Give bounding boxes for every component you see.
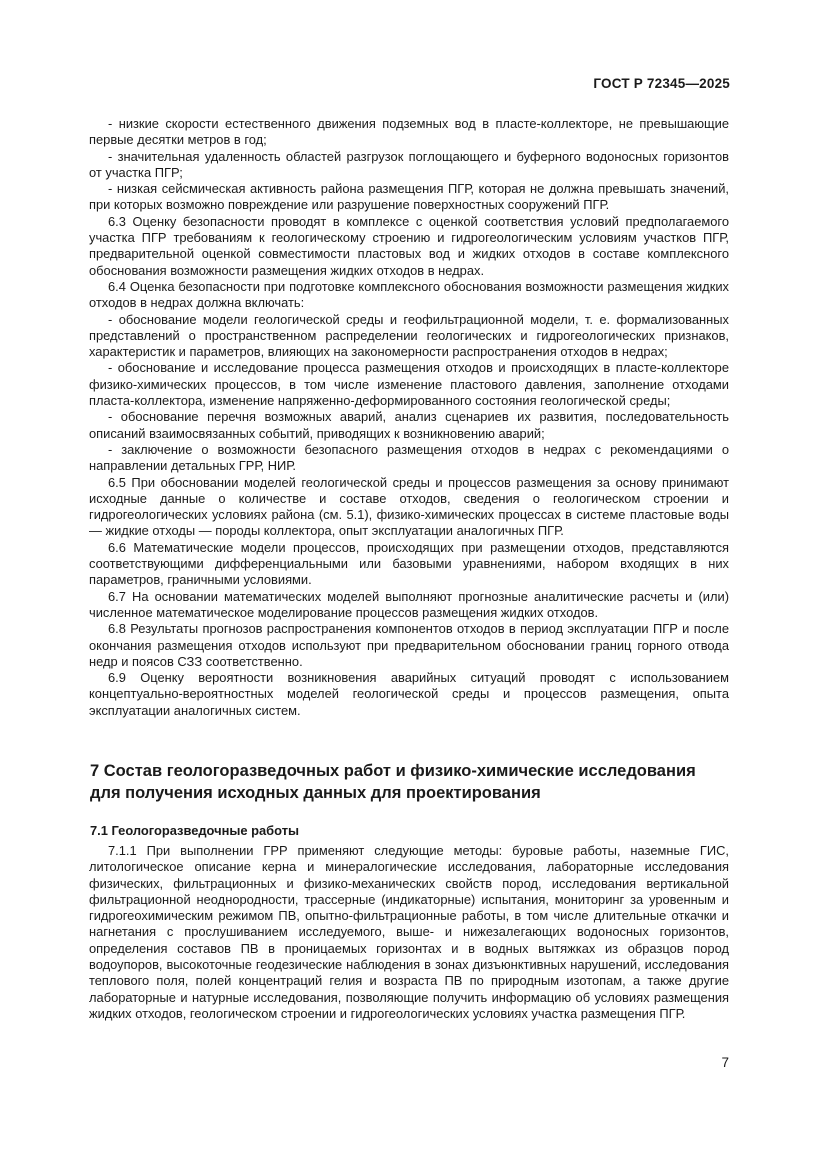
section-6-body (89, 116, 729, 719)
list-item: - низкая сейсмическая активность района размещения ПГР, которая не должна превышать значений, при которых возможно повреждение или разрушение поверхностных сооружений ПГР. (89, 181, 729, 213)
list-item: - обоснование модели геологической среды и геофильтрационной модели, т. е. формализованных представлений о пространственном распределении геологических и гидрогеологических признаков, характеристик и параметров, влияющих на закономерности распространения отходов в недрах; (89, 311, 729, 360)
page-number: 7 (721, 1055, 729, 1070)
list-item: - низкие скорости естественного движения подземных вод в пласте-коллекторе, не превышающие первые десятки метров в год; (89, 116, 729, 148)
paragraph-6-8: 6.8 Результаты прогнозов распространения компонентов отходов в период эксплуатации ПГР и после окончания размещения отходов используют при предварительном обосновании границ горного отвода недр и поясов СЗЗ соответственно. (89, 621, 729, 669)
paragraph-6-7: 6.7 На основании математических моделей выполняют прогнозные аналитические расчеты и (или) численное математическое моделирование процессов размещения жидких отходов. (89, 588, 729, 620)
list-item: - значительная удаленность областей разгрузок поглощающего и буферного водоносных горизонтов от участка ПГР; (89, 148, 729, 180)
list-item: - обоснование и исследование процесса размещения отходов и происходящих в пласте-коллекторе физико-химических процессов, в том числе изменение пластового давления, заполнение отходами пласта-коллектора, изменение напряженно-деформированного состояния геологической среды; (89, 360, 729, 409)
paragraph-6-4: 6.4 Оценка безопасности при подготовке комплексного обоснования возможности размещения жидких отходов в недрах должна включать: (89, 278, 729, 311)
section-7-1-subheading: 7.1 Геологоразведочные работы (90, 823, 300, 838)
standard-code-header: ГОСТ Р 72345—2025 (593, 76, 730, 91)
section-7-heading: 7 Состав геологоразведочных работ и физико-химические исследования для получения исходных данных для проектирования (90, 762, 696, 802)
paragraph-6-5: 6.5 При обосновании моделей геологической среды и процессов размещения за основу принимают исходные данные о количестве и составе отходов, сведения о геологическом строении и гидрогеологических условиях района (см. 5.1), физико-химических процессах в системе пластовые воды — жидкие отходы — породы коллектора, опыт эксплуатации аналогичных ПГР. (89, 474, 729, 539)
paragraph-7-1-1: 7.1.1 При выполнении ГРР применяют следующие методы: буровые работы, наземные ГИС, литологическое описание керна и минералогические исследования, лабораторные исследования физических, фильтрационных и физико-механических свойств пород, исследования вертикальной фильтрационной неоднородности, трассерные (индикаторные) испытания, мониторинг за уровенным и гидрогеохимическим режимом ПВ, опытно-фильтрационные работы, в том числе длительные откачки и нагнетания с прослушиванием исследуемого, выше- и нижезалегающих водоносных горизонтов, определения составов ПВ в проницаемых горизонтах и в водных вытяжках из образцов пород водоупоров, высокоточные геодезические наблюдения в зонах дизъюнктивных нарушений, исследования теплового поля, полей концентраций гелия и возраста ПВ по природным изотопам, а также другие лабораторные и натурные исследования, позволяющие получить информацию об условиях размещения жидких отходов, геологическом строении и гидрогеологических условиях участка размещения ПГР. (89, 843, 729, 1021)
paragraph-6-9: 6.9 Оценку вероятности возникновения аварийных ситуаций проводят с использованием концептуально-вероятностных моделей геологической среды и процессов размещения, опыта эксплуатации аналогичных систем. (89, 670, 729, 718)
section-7-1-body (89, 843, 729, 1022)
paragraph-6-6: 6.6 Математические модели процессов, происходящих при размещении отходов, представляются соответствующими дифференциальными или базовыми уравнениями, набором входящих в них параметров, граничными условиями. (89, 539, 729, 588)
list-item: - обоснование перечня возможных аварий, анализ сценариев их развития, последовательность описаний взаимосвязанных событий, приводящих к возникновению аварий; (89, 409, 729, 441)
list-item: - заключение о возможности безопасного размещения отходов в недрах с рекомендациями о направлении детальных ГРР, НИР. (89, 441, 729, 474)
paragraph-6-3: 6.3 Оценку безопасности проводят в комплексе с оценкой соответствия условий предполагаемого участка ПГР требованиям к геологическому строению и гидрогеологическим условиям участков ПГР, предварительной оценкой совместимости пластовых вод и жидких отходов в составе комплексного обоснования возможности размещения жидких отходов в недрах. (89, 213, 729, 278)
